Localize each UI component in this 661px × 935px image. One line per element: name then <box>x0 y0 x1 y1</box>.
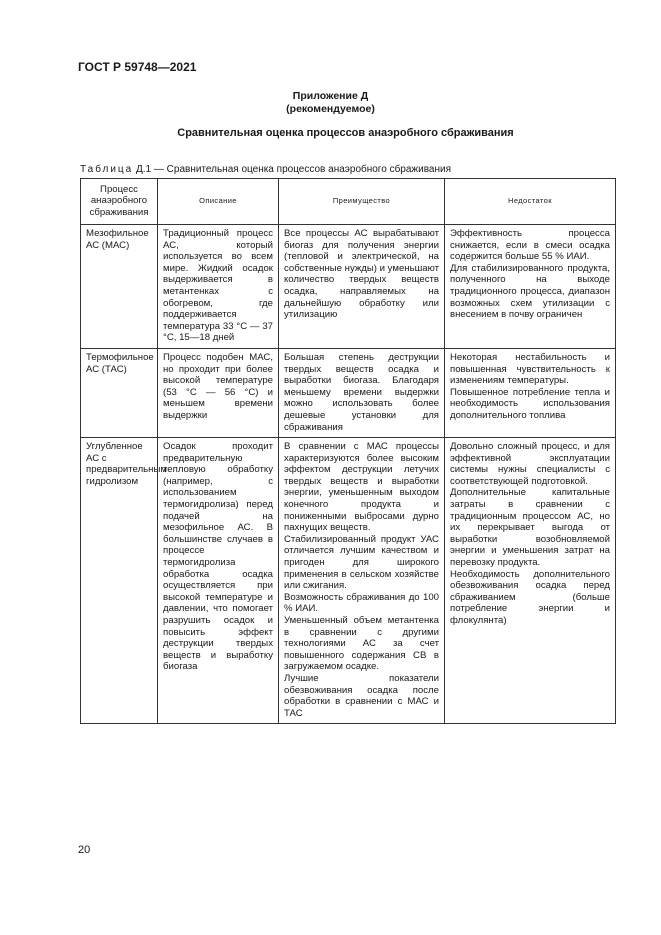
table-caption <box>80 164 451 175</box>
table-row <box>81 348 616 437</box>
table-caption-text: Д.1 — Сравнительная оценка процессов анаэробного сбраживания <box>136 164 451 175</box>
header-advantage: Преимущество <box>279 179 445 225</box>
cell-text: Эффективность процесса снижается, если в смеси осадка содержится больше 55 % ИАИ. <box>450 228 610 263</box>
cell-description <box>158 225 279 349</box>
cell-text: Углубленное АС с предварительным гидролизом <box>86 441 167 487</box>
cell-process <box>81 438 167 724</box>
cell-description <box>158 348 279 437</box>
cell-text: Все процессы АС вырабатывают биогаз для получения энергии (тепловой и электрической, на собственные нужды) и уменьшают количество твердых веществ осадка, направляемых на дальнейшую обработку или утилизацию <box>284 228 439 321</box>
cell-advantage <box>279 348 445 437</box>
cell-text: Для стабилизированного продукта, полученного на выходе традиционного процесса, диапазон возможных схем утилизации с внесением в почву ограничен <box>450 262 610 321</box>
cell-text: Традиционный процесс АС, который используется во всем мире. Жидкий осадок выдерживается в метантенках с обогревом, где поддерживается температура 33 °С — 37 °С, 15—18 дней <box>163 228 273 344</box>
cell-text: Мезофильное АС (МАС) <box>86 228 149 251</box>
cell-text: Лучшие показатели обезвоживания осадка после обработки в сравнении с МАС и ТАС <box>284 672 439 719</box>
cell-text: Необходимость дополнительного обезвоживания осадка перед сбраживанием (больше потребление энергии и флокулянта) <box>450 568 610 626</box>
table-caption-label: Таблица <box>80 164 134 175</box>
cell-text: Термофильное АС (ТАС) <box>86 351 154 375</box>
cell-process <box>81 348 158 437</box>
cell-advantage <box>279 438 445 724</box>
comparison-table <box>80 178 616 724</box>
cell-text: В сравнении с МАС процессы характеризуются более высоким эффектом деструкции летучих твердых веществ и выработки энергии, уменьшенным выходом конечного продукта и пониженными выбросами дурно пахнущих веществ. <box>284 441 439 534</box>
cell-text: Довольно сложный процесс, и для эффективной эксплуатации системы нужны специалисты с соответствующей подготовкой. <box>450 441 610 487</box>
page-number: 20 <box>78 844 91 856</box>
cell-text: Стабилизированный продукт УАС отличается лучшим качеством и пригоден для широкого применения в сельском хозяйстве или сжигания. <box>284 533 439 592</box>
appendix-heading <box>0 90 661 116</box>
standard-code: ГОСТ Р 59748—2021 <box>78 60 197 74</box>
cell-disadvantage <box>445 225 616 349</box>
appendix-subtitle: (рекомендуемое) <box>286 103 375 115</box>
cell-text: Повышенное потребление тепла и необходимость использования дополнительного топлива <box>450 386 610 421</box>
cell-disadvantage <box>445 438 616 724</box>
cell-description <box>158 438 279 724</box>
table-row <box>81 438 616 724</box>
document-title: Сравнительная оценка процессов анаэробного сбраживания <box>177 127 514 139</box>
cell-text: Процесс подобен МАС, но проходит при более высокой температуре (53 °С — 56 °С) и меньшем времени выдержки <box>163 351 273 421</box>
cell-text: Большая степень деструкции твердых веществ осадка и выработки биогаза. Благодаря меньшему времени выдержки можно использовать более дешевые установки для сбраживания <box>284 351 439 433</box>
cell-text: Возможность сбраживания до 100 % ИАИ. <box>284 591 439 615</box>
table-row <box>81 225 616 349</box>
cell-text: Дополнительные капитальные затраты в сравнении с традиционным процессом АС, но их перекрывает выгода от выработки возобновляемой энергии и уменьшения затрат на перевозку продукта. <box>450 487 610 569</box>
table-header-row <box>81 179 616 225</box>
appendix-title: Приложение Д <box>292 90 369 102</box>
cell-process <box>81 225 158 349</box>
header-disadvantage: Недостаток <box>445 179 616 225</box>
header-description: Описание <box>158 179 279 225</box>
cell-advantage <box>279 225 445 349</box>
header-process: Процесс анаэробного сбраживания <box>81 179 158 225</box>
cell-text: Некоторая нестабильность и повышенная чувствительность к изменениям температуры. <box>450 351 610 387</box>
cell-text: Уменьшенный объем метантенка в сравнении с другими технологиями АС за счет повышенного содержания СВ в загружаемом осадке. <box>284 615 439 673</box>
cell-text: Осадок проходит предварительную тепловую обработку (например, с использованием термогидролиза) перед подачей на мезофильное АС. В большинстве случаев в процессе термогидролиза обработка осадка осуществляется при высокой температуре и давлении, что помогает разрушить осадок и повысить эффект деструкции твердых веществ и выработку биогаза <box>163 441 273 673</box>
cell-disadvantage <box>445 348 616 437</box>
